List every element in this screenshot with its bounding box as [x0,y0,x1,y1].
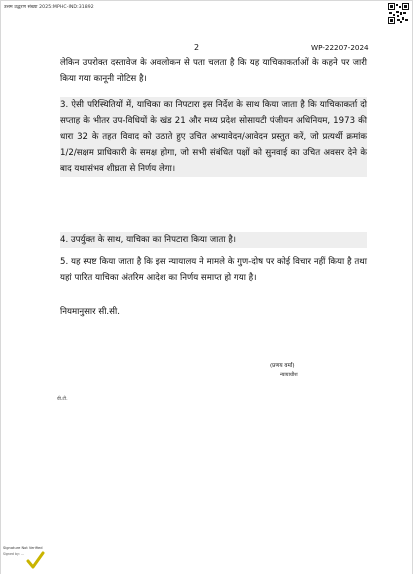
citation-number: उत्तम उद्धरण संख्या 2025:MPHC-IND:31892 [4,5,94,10]
page-top-border [0,0,413,1]
paragraph-3: 3. ऐसी परिस्थितियों में, याचिका का निपटारा इस निर्देश के साथ किया जाता है कि याचिकाकर्ता दो सप्ताह के भीतर उप-विधियों के खंड 21 और मध्य प्रदेश सोसायटी पंजीयन अधिनियम, 1973 की धारा 32 के तहत विवाद को उठाते हुए उचित अभ्यावेदन/आवेदन प्रस्तुत करें, जो प्रत्यर्थी क्रमांक 1/2/सक्षम प्राधिकारी के समक्ष होगा, जो सभी संबंधित पक्षों को सुनवाई का उचित अवसर देने के बाद यथासंभव शीघ्रता से निर्णय लेगा। [60,97,367,177]
verification-check-icon [25,551,45,571]
digital-signature-signer: Signed by: ... [3,552,24,556]
paragraph-4: 4. उपर्युक्त के साथ, याचिका का निपटारा किया जाता है। [60,232,367,248]
page-left-border [0,0,1,574]
intro-paragraph: लेकिन उपरोक्त दस्तावेज के अवलोकन से पता चलता है कि यह याचिकाकर्ताओं के कहने पर जारी किया गया कानूनी नोटिस है। [60,58,367,84]
case-number: WP-22207-2024 [311,43,369,52]
digital-signature-status: Signature Not Verified [3,546,43,550]
typist-initials: वी.टी. [57,397,68,402]
page-number: 2 [194,43,200,52]
qr-code-icon [388,3,409,24]
paragraph-5: 5. यह स्पष्ट किया जाता है कि इस न्यायालय ने मामले के गुण-दोष पर कोई विचार नहीं किया है तथा यहां पारित याचिका अंतरिम आदेश का निर्णय समाप्त हो गया है। [60,257,367,283]
judge-designation: न्यायाधीश [280,372,298,378]
judge-name: (प्रणय वर्मा) [270,363,295,369]
closing-line: नियमानुसार सी.सी. [60,307,120,317]
